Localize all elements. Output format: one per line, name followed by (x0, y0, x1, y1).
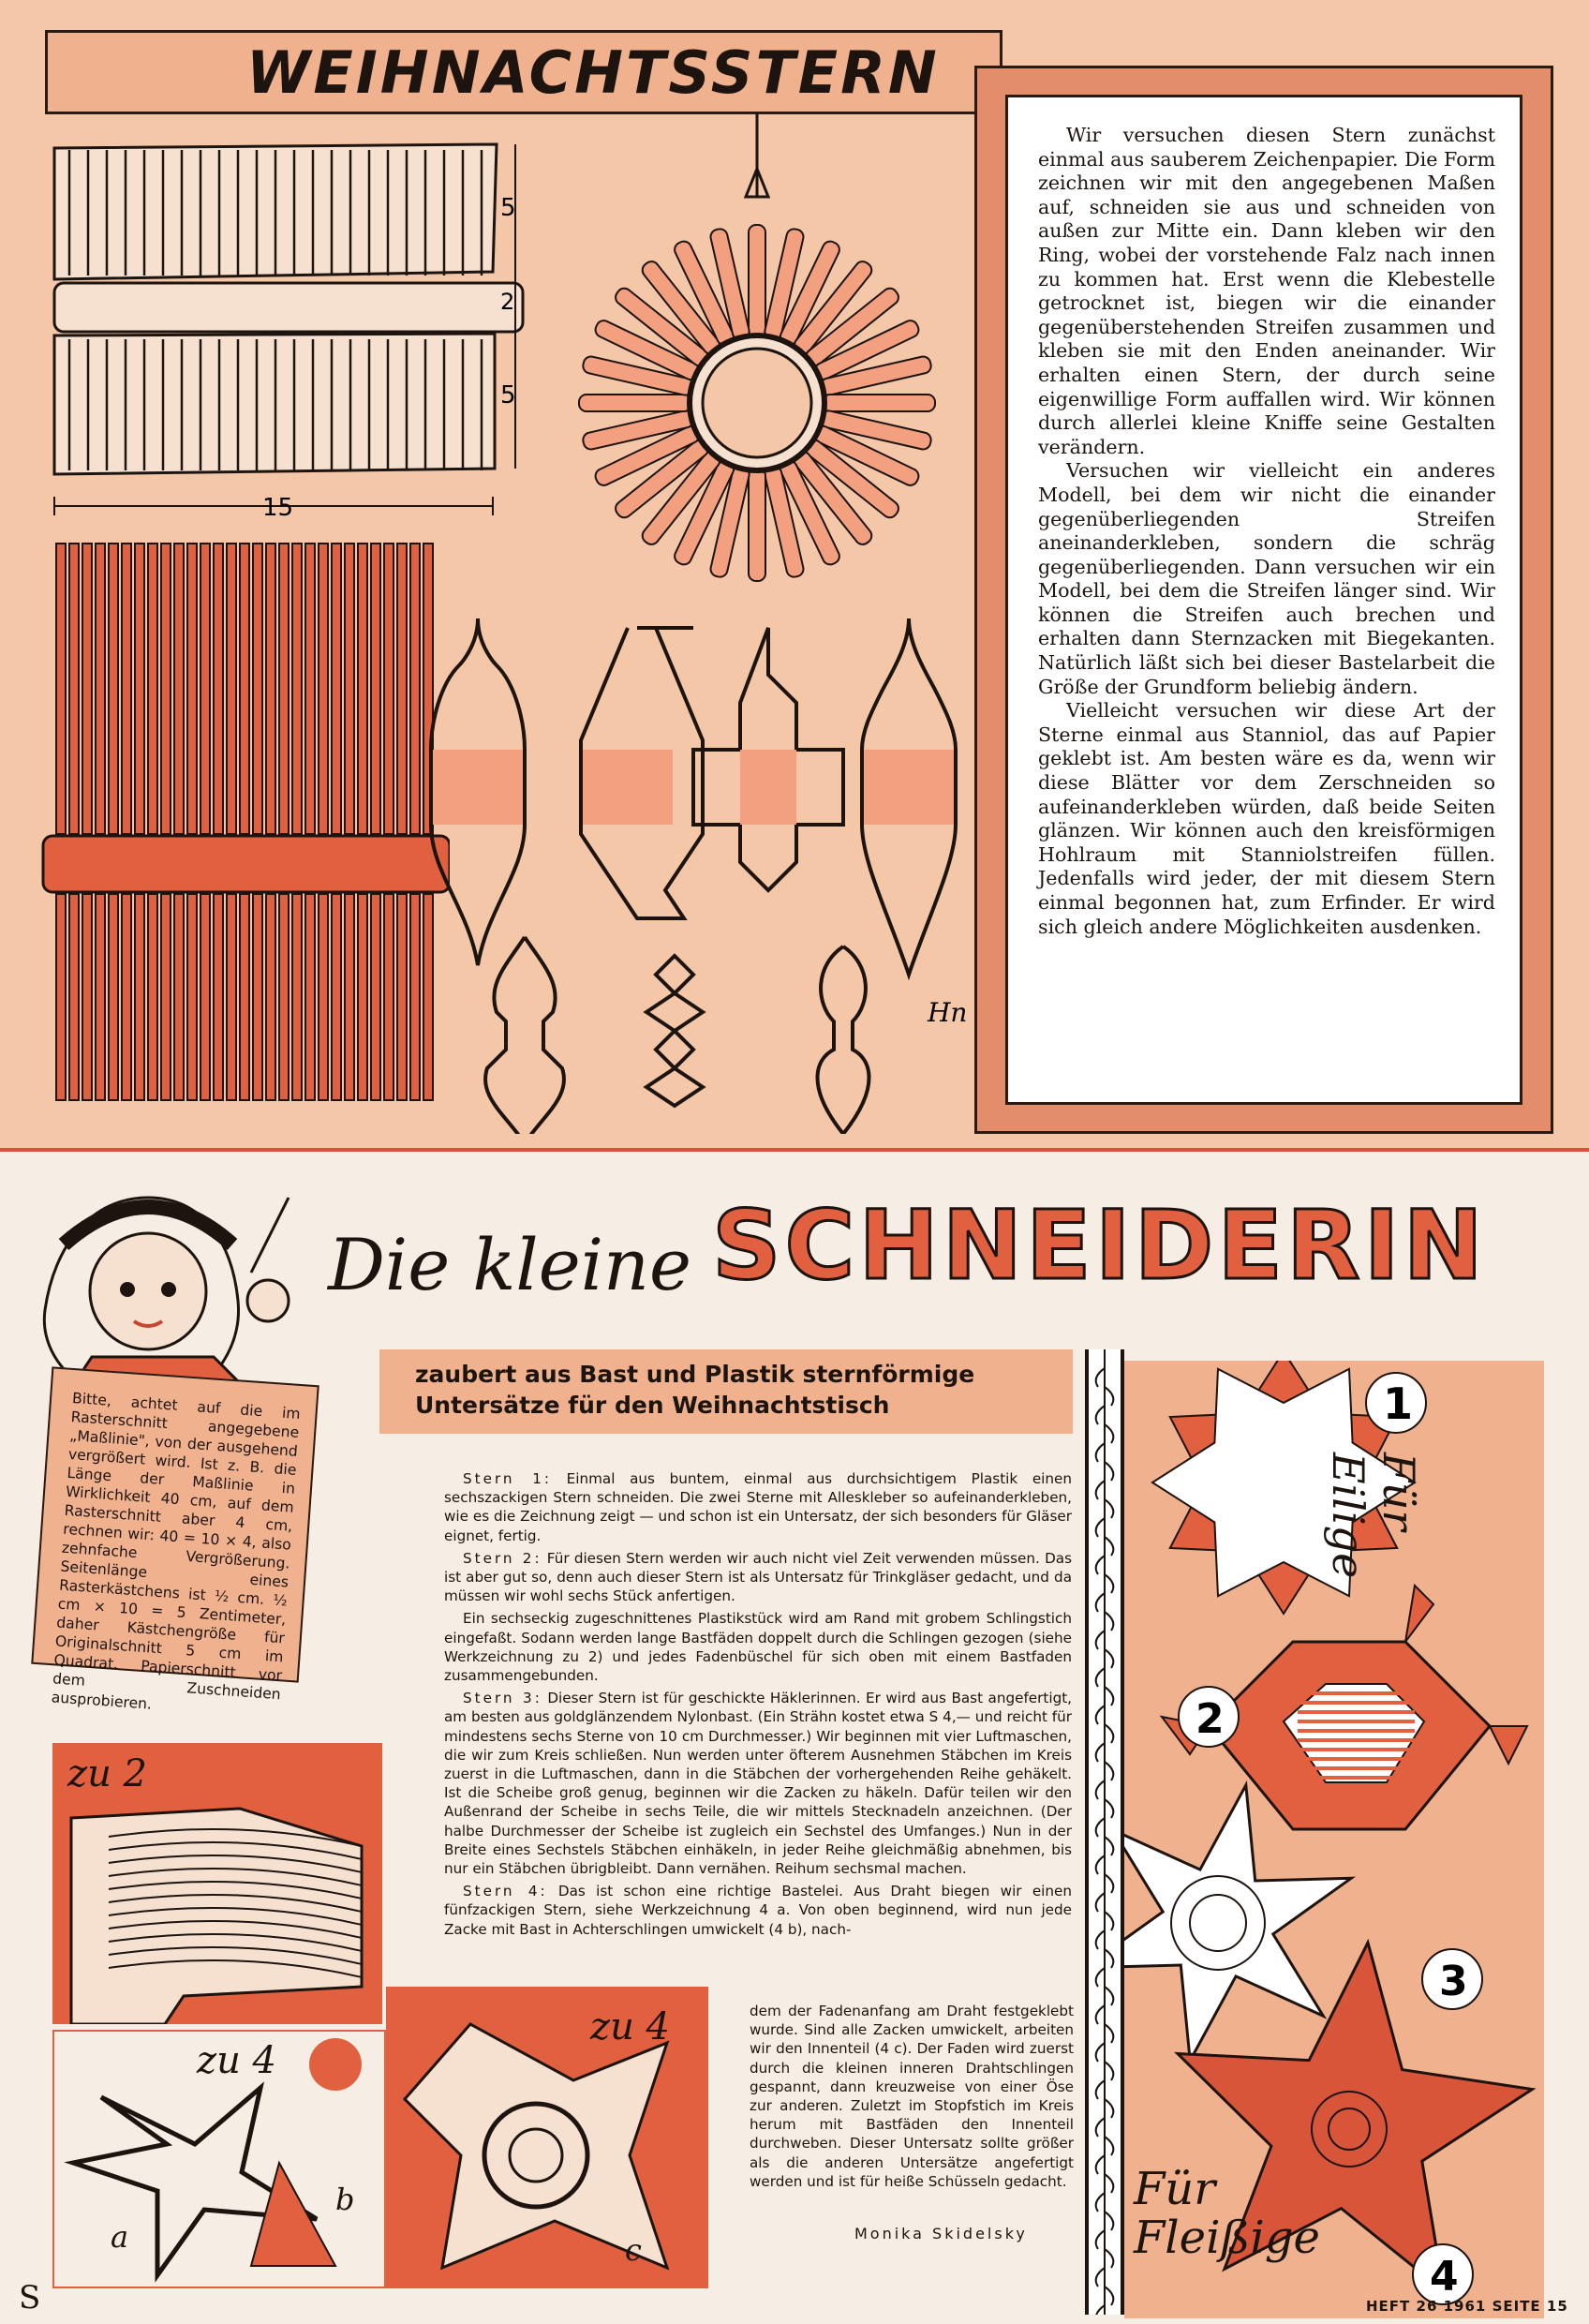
work-drawing-2 (52, 1743, 382, 2024)
step-number-3: 3 (1439, 1958, 1468, 2005)
subtitle-line-1: zaubert aus Bast und Plastik sternförmige (415, 1361, 975, 1388)
paragraph-label: Stern 2: (463, 1549, 542, 1567)
label-zu-2: zu 2 (67, 1752, 147, 1795)
label-zu-4a: zu 4 (197, 2039, 276, 2082)
intro-text-frame (974, 66, 1553, 1134)
intro-text (1038, 124, 1495, 939)
sunburst-star-illustration (562, 112, 956, 600)
section-divider (0, 1148, 1589, 1152)
intro-paragraph-1: Wir versuchen diesen Stern zunächst einmal aus sauberem Zeichenpapier. Die Form zeichnen wir mit den angegebenen Maßen auf, schneiden sie aus und schneiden von außen zur Mitte ein. Dann kleben wir den Ring, wobei der vorstehende Falz nach innen zu kommen hat. Erst wenn die Klebestelle getrocknet ist, biegen wir die einander gegenüberstehenden Streifen zusammen und kleben sie mit den Enden aneinander. Wir erhalten einen Stern, der durch seine eigenwillige Form auffallen wird. Wir können durch allerlei kleine Kniffe seine Gestalten verändern. (1038, 124, 1495, 458)
step-number-2: 2 (1195, 1695, 1225, 1743)
subtitle-line-2: Untersätze für den Weihnachtstisch (415, 1392, 890, 1419)
label-b: b (335, 2182, 355, 2217)
work-drawing-4ab (52, 2030, 386, 2288)
article-paragraph: Stern 2: Für diesen Stern werden wir auch nicht viel Zeit verwenden müssen. Das ist aber gut so, denn auch dieser Stern ist als Untersatz für Trinkgläser gedacht, und da müssen wir wohl sechs Stück anfertigen. (444, 1549, 1072, 1605)
ornament-column (1085, 1349, 1124, 2315)
corner-mark: S (19, 2279, 41, 2317)
label-fuer-eilige: Für Eilige (1323, 1452, 1424, 1579)
dim-top: 5 (500, 194, 516, 222)
intro-paragraph-3: Vielleicht versuchen wir diese Art der Sterne einmal aus Stanniol, das auf Papier geklebt ist. Am besten wäre es da, wenn wir diese Blätter vor dem Zerschneiden so aufeinanderkleben würden, daß beide Seiten glänzen. Wir können auch den kreisförmigen Hohlraum mit Stanniolstreifen füllen. Jedenfalls wird jeder, der mit diesem Stern einmal begonnen hat, zum Erfinder. Er wird sich gleich andere Möglichkeiten ausdenken. (1038, 699, 1495, 938)
pattern-note-text: Bitte, achtet auf die im Rasterschnitt angegebene „Maßlinie", von der ausgehend vergrößert wird. Ist z. B. die Länge der Maßlinie in Wirklichkeit 40 cm, auf dem Rasterschnitt aber 4 cm, rechnen wir: 40 = 10 × 4, also zehnfache Vergrößerung. Seitenlänge eines Rasterkästchens ist ½ cm. ½ cm × 10 = 5 Zentimeter, daher Kästchengröße für Originalschnitt 5 cm im Quadrat. Papierschnitt vor dem Zuschneiden ausprobieren. (51, 1390, 302, 1713)
label-c: c (625, 2232, 642, 2268)
page-title: WEIHNACHTSSTERN (246, 37, 940, 107)
girl-illustration (17, 1160, 326, 1385)
intro-text-box (1005, 95, 1522, 1105)
dim-bottom: 5 (500, 381, 516, 410)
title-banner (45, 30, 1002, 114)
article-paragraph: Ein sechseckig zugeschnittenes Plastikstück wird am Rand mit grobem Schlingstich eingefaßt. Sodann werden lange Bastfäden doppelt durch die Schlingen gezogen (siehe Werkzeichnung zu 2) und jedes Fadenbüschel für sich oben mit einem Bastfaden zusammengebunden. (444, 1610, 1072, 1685)
subtitle-box (379, 1349, 1073, 1434)
article-paragraph: Stern 4: Das ist schon eine richtige Bastelei. Aus Draht biegen wir einen fünfzackigen Stern, siehe Werkzeichnung 4 a. Von oben beginnend, wird nun jede Zacke mit Bast in Achterschlingen umwickelt (4 b), nach- (444, 1883, 1072, 1938)
paragraph-label: Stern 3: (463, 1690, 542, 1707)
dim-width: 15 (262, 494, 294, 522)
pattern-note (31, 1366, 319, 1713)
dim-middle: 2 (500, 289, 515, 315)
paragraph-label: Stern 4: (463, 1883, 548, 1900)
step-number-4: 4 (1430, 2253, 1459, 2301)
article-tail-text: dem der Fadenanfang am Draht festgeklebt wurde. Sind alle Zacken umwickelt, arbeiten wir den Innenteil (4 c). Der Faden wird zuerst durch die kleinen inneren Drahtschlingen gespannt, dann kreuzweise von einer Öse zur anderen. Zuletzt im Stopfstich im Kreis herum mit Bastfäden den Innenteil durchweben. Dieser Untersatz sollte größer als die anderen Untersätze angefertigt werden und ist für heiße Schüsseln gedacht. (750, 2003, 1074, 2190)
label-fuer-fleissige: Für Fleißige (1134, 2163, 1320, 2264)
star-variant-shapes (422, 609, 974, 1134)
wire-star-drawing (54, 2032, 388, 2290)
header-main-title: SCHNEIDERIN (712, 1190, 1487, 1302)
author-name: Monika Skidelsky (854, 2225, 1028, 2242)
intro-paragraph-2: Versuchen wir vielleicht ein anderes Modell, bei dem wir nicht die einander gegenüberliegenden Streifen aneinanderkleben, sondern die schräg gegenüberliegenden. Dann versuchen wir ein Modell, bei dem die Streifen länger sind. Wir können die Streifen auch brechen und erhalten dann Sternzacken mit Biegekanten. Natürlich läßt sich bei dieser Bastelarbeit die Größe der Grundform beliebig ändern. (1038, 459, 1495, 698)
star-template-diagram (37, 122, 562, 534)
header-script-title: Die kleine (328, 1223, 691, 1306)
orange-strip-diagram (37, 534, 450, 1115)
illustrator-signature: Hn (928, 997, 968, 1028)
article-paragraph: Stern 3: Dieser Stern ist für geschickte Häklerinnen. Er wird aus Bast angefertigt, am besten aus goldglänzendem Nylonbast. (Ein Strähn kostet etwa S 4,— und reicht für mindestens sechs Sterne von 10 cm Durchmesser.) Wir beginnen mit vier Luftmaschen, die wir zum Kreis schließen. Nun werden unter öfterem Ausnehmen Stäbchen im Kreis zuerst in die Luftmaschen, dann in die Stäbchen der vorhergehenden Reihe gehäkelt. Ist die Scheibe groß genug, beginnen wir die Zacken zu häkeln. Dafür teilen wir den Außenrand der Scheibe in sechs Teile, die wir mittels Stecknadeln anzeichnen. (Der halbe Durchmesser der Scheibe ist zugleich ein Sechstel des Umfanges.) Nun in der Breite eines Sechstels Stäbchen einhäkeln, in jeder Reihe gleichmäßig abnehmen, bis nur ein Stäbchen übrigbleibt. Dann vernähen. Reihum sechsmal machen. (444, 1690, 1072, 1878)
label-zu-4c: zu 4 (590, 2005, 670, 2048)
page-footer: HEFT 26 1961 SEITE 15 (1366, 2298, 1568, 2315)
article-continuation (750, 2002, 1074, 2191)
paragraph-label: Stern 1: (463, 1470, 552, 1487)
bast-threading-drawing (52, 1743, 382, 2024)
step-number-1: 1 (1383, 1378, 1414, 1429)
article-paragraph: Stern 1: Einmal aus buntem, einmal aus durchsichtigem Plastik einen sechszackigen Stern schneiden. Die zwei Sterne mit Alleskleber so aufeinanderkleben, wie es die Zeichnung zeigt — und schon ist ein Untersatz, der sich besonders für Gläser eignet, fertig. (444, 1470, 1072, 1544)
article-body (444, 1469, 1072, 1943)
label-a: a (111, 2219, 129, 2255)
ornament-vine-icon (1089, 1349, 1121, 2315)
woven-center-drawing (386, 1987, 708, 2288)
work-drawing-4c (386, 1987, 708, 2288)
